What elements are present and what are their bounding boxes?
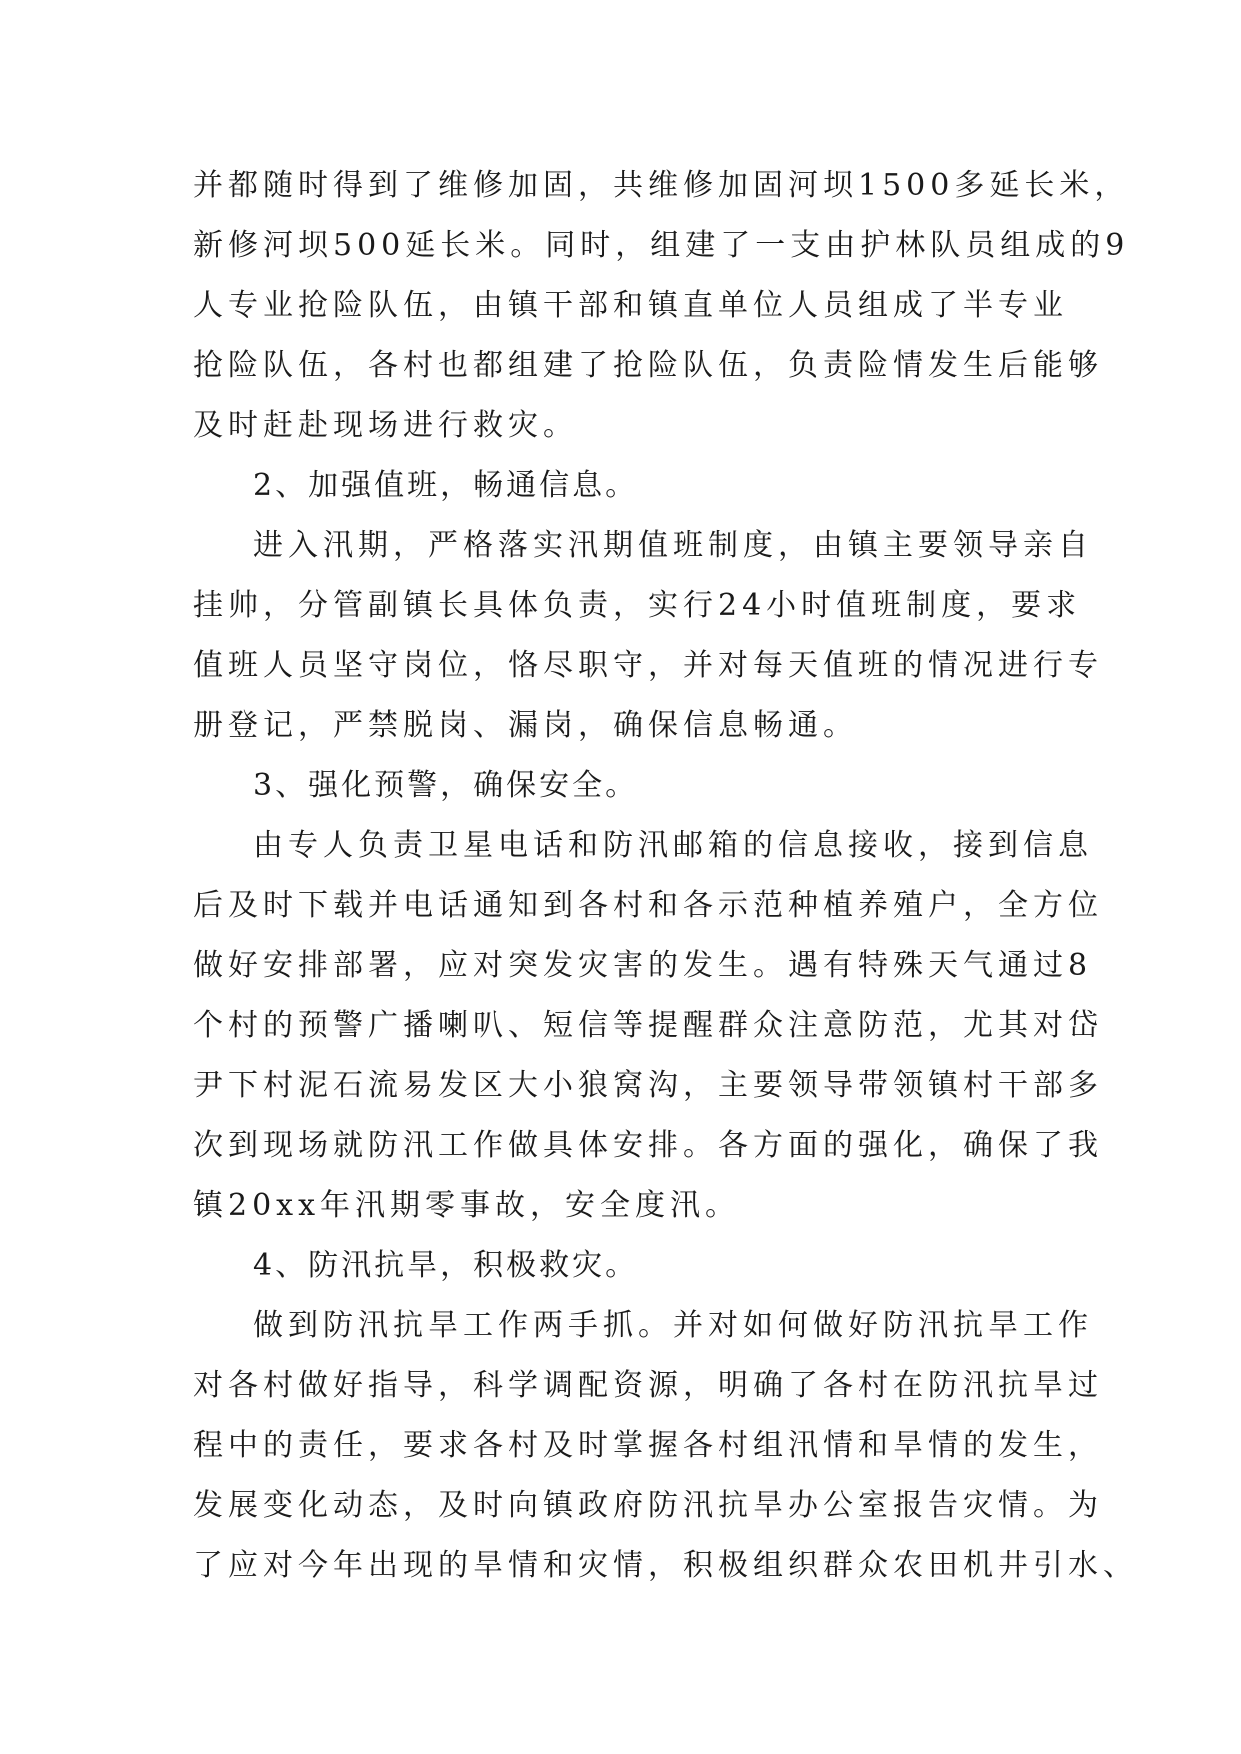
body-text-line: 程中的责任，要求各村及时掌握各村组汛情和旱情的发生， — [193, 1428, 1103, 1463]
body-text-line: 并都随时得到了维修加固，共维修加固河坝1500多延长米， — [193, 168, 1130, 203]
body-text-line: 册登记，严禁脱岗、漏岗，确保信息畅通。 — [193, 708, 858, 743]
paragraph-first-line: 进入汛期，严格落实汛期值班制度，由镇主要领导亲自 — [253, 528, 1093, 563]
body-text-line: 人专业抢险队伍，由镇干部和镇直单位人员组成了半专业 — [193, 288, 1068, 323]
body-text-line: 后及时下载并电话通知到各村和各示范种植养殖户，全方位 — [193, 888, 1103, 923]
body-text-line: 镇20xx年汛期零事故，安全度汛。 — [193, 1188, 741, 1223]
body-text-line: 对各村做好指导，科学调配资源，明确了各村在防汛抗旱过 — [193, 1368, 1103, 1403]
body-text-line: 新修河坝500延长米。同时，组建了一支由护林队员组成的9 — [193, 228, 1130, 263]
paragraph-first-line: 由专人负责卫星电话和防汛邮箱的信息接收，接到信息 — [253, 828, 1093, 863]
section-heading-3: 3、强化预警，确保安全。 — [253, 768, 639, 803]
body-text-line: 次到现场就防汛工作做具体安排。各方面的强化，确保了我 — [193, 1128, 1103, 1163]
body-text-line: 及时赶赴现场进行救灾。 — [193, 408, 578, 443]
body-text-line: 做好安排部署，应对突发灾害的发生。遇有特殊天气通过8 — [193, 948, 1093, 983]
paragraph-first-line: 做到防汛抗旱工作两手抓。并对如何做好防汛抗旱工作 — [253, 1308, 1093, 1343]
body-text-line: 发展变化动态，及时向镇政府防汛抗旱办公室报告灾情。为 — [193, 1488, 1103, 1523]
body-text-line: 了应对今年出现的旱情和灾情，积极组织群众农田机井引水、 — [193, 1548, 1138, 1583]
body-text-line: 挂帅，分管副镇长具体负责，实行24小时值班制度，要求 — [193, 588, 1082, 623]
body-text-line: 抢险队伍，各村也都组建了抢险队伍，负责险情发生后能够 — [193, 348, 1103, 383]
body-text-line: 个村的预警广播喇叭、短信等提醒群众注意防范，尤其对岱 — [193, 1008, 1103, 1043]
body-text-line: 尹下村泥石流易发区大小狼窝沟，主要领导带领镇村干部多 — [193, 1068, 1103, 1103]
section-heading-2: 2、加强值班，畅通信息。 — [253, 468, 639, 503]
section-heading-4: 4、防汛抗旱，积极救灾。 — [253, 1248, 639, 1283]
body-text-line: 值班人员坚守岗位，恪尽职守，并对每天值班的情况进行专 — [193, 648, 1103, 683]
